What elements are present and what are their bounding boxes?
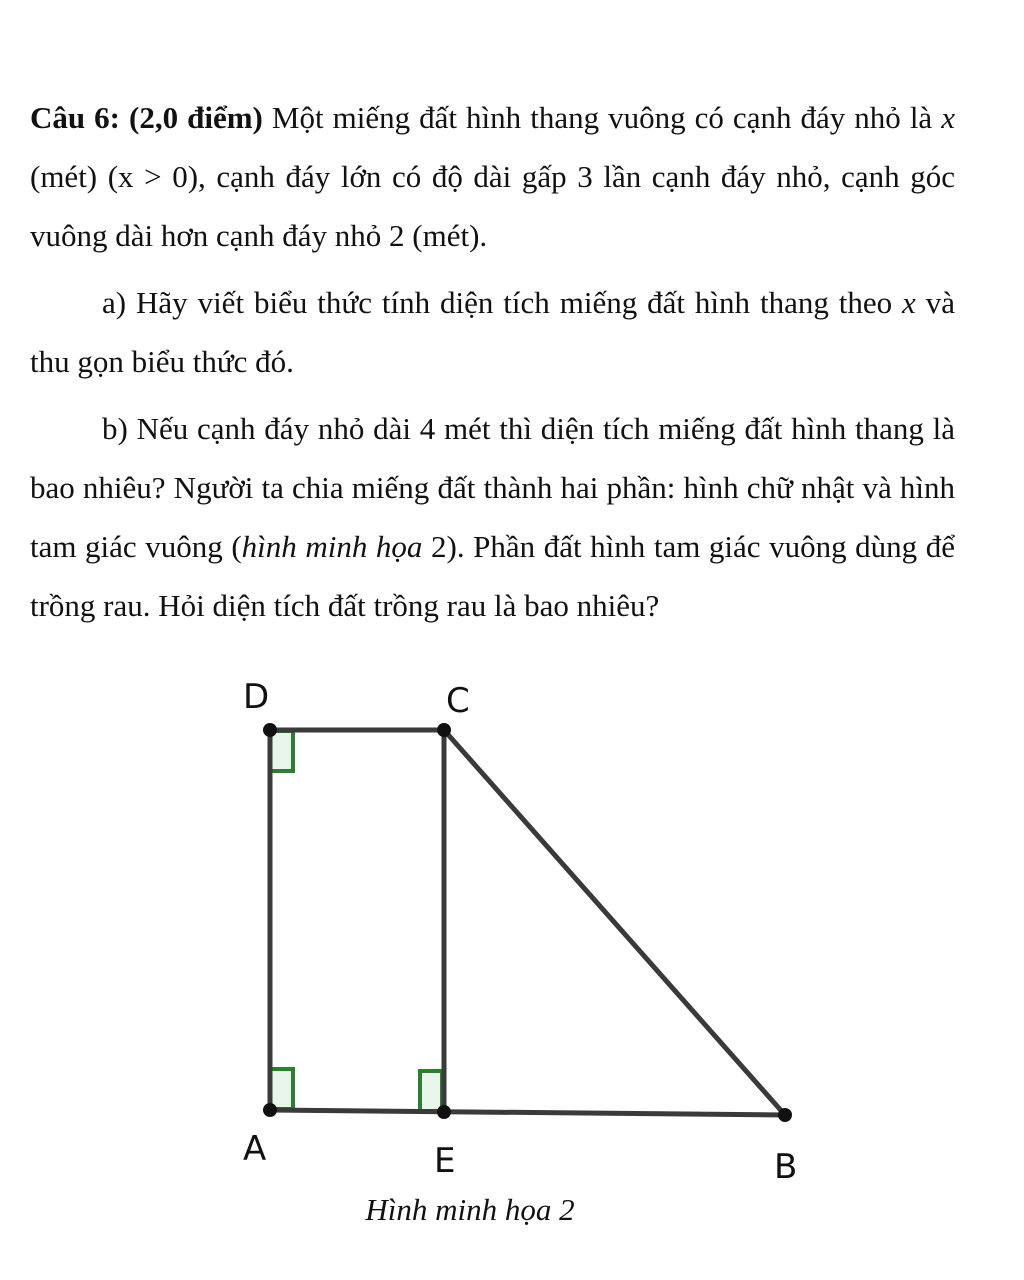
right-angle-marker-d	[270, 731, 293, 771]
point-c	[437, 723, 451, 737]
right-angle-marker-a	[270, 1069, 293, 1109]
part-b-text-1: b) Nếu cạnh đáy nhỏ dài 4 mét thì diện tích miếng đất hình thang là bao nhiêu? Người ta chia miếng đất thành hai phần: hình chữ nhật và hình tam giác vuông (	[30, 411, 955, 564]
part-a-text-2: và thu gọn biểu thức đó.	[30, 285, 955, 379]
part-b-text-2: 2). Phần đất hình tam giác vuông dùng để trồng rau. Hỏi diện tích đất trồng rau là bao nhiêu?	[30, 529, 955, 623]
point-d	[263, 723, 277, 737]
right-angle-marker-e	[420, 1071, 442, 1111]
label-d: D	[243, 677, 270, 717]
point-b	[778, 1108, 792, 1122]
part-b	[30, 399, 955, 635]
problem-text	[30, 88, 955, 635]
problem-statement	[30, 88, 955, 265]
point-e	[437, 1105, 451, 1119]
label-c: C	[446, 681, 470, 721]
figure-trapezoid	[0, 650, 1024, 1250]
trapezoid-diagram	[0, 650, 1024, 1210]
part-a-variable: x	[902, 285, 916, 320]
variable-x: x	[941, 100, 955, 135]
question-heading: Câu 6: (2,0 điểm)	[30, 100, 263, 135]
label-b: B	[774, 1147, 798, 1187]
part-b-figure-reference: hình minh họa	[241, 529, 423, 564]
part-a	[30, 273, 955, 391]
segment-cb	[444, 730, 785, 1115]
point-a	[263, 1103, 277, 1117]
intro-text-2: (mét) (x > 0), cạnh đáy lớn có độ dài gấp 3 lần cạnh đáy nhỏ, cạnh góc vuông dài hơn cạnh đáy nhỏ 2 (mét).	[30, 159, 955, 253]
label-e: E	[434, 1141, 456, 1181]
label-a: A	[243, 1129, 267, 1169]
segment-ab	[270, 1110, 785, 1115]
intro-text-1: Một miếng đất hình thang vuông có cạnh đáy nhỏ là	[262, 100, 942, 135]
part-a-text-1: a) Hãy viết biểu thức tính diện tích miếng đất hình thang theo	[102, 285, 903, 320]
figure-caption: Hình minh họa 2	[365, 1192, 575, 1227]
